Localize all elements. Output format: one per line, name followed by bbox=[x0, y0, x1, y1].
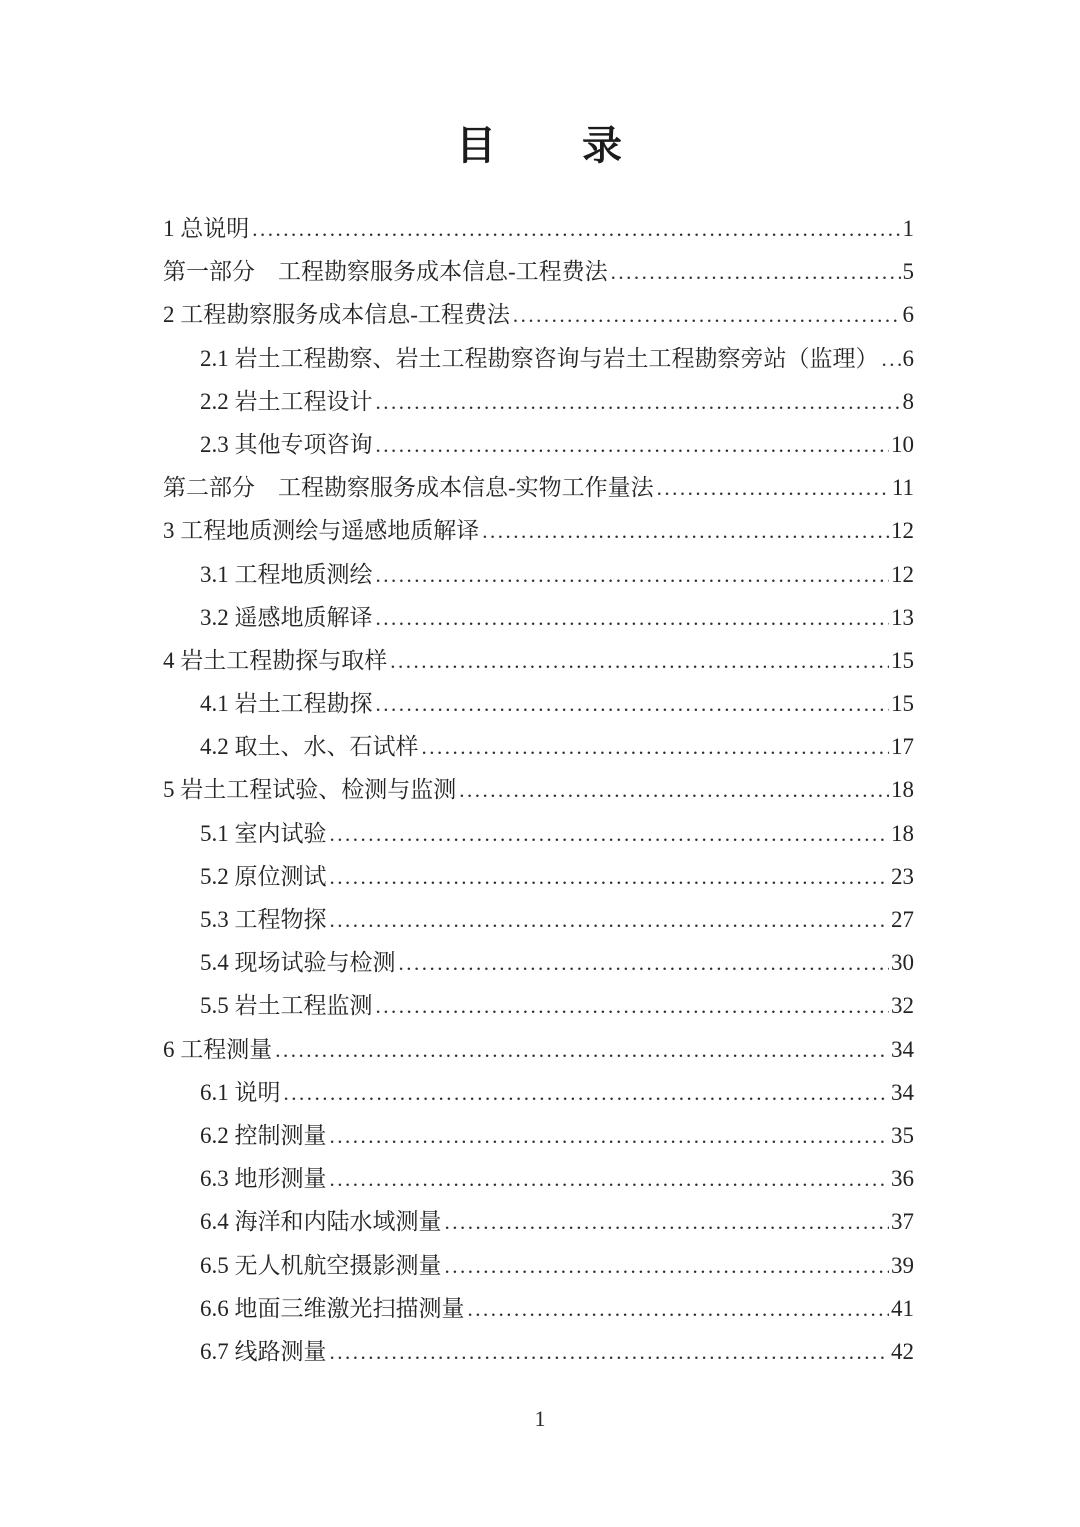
toc-entry-page: 42 bbox=[891, 1338, 914, 1364]
toc-leader-dots bbox=[376, 985, 890, 1028]
toc-leader-dots bbox=[376, 381, 901, 424]
toc-entry-page: 34 bbox=[891, 1079, 914, 1105]
toc-entry-label: 5.5 岩土工程监测 bbox=[200, 993, 373, 1019]
toc-entry-label: 3.2 遥感地质解译 bbox=[200, 604, 373, 630]
toc-entry-label: 2 工程勘察服务成本信息-工程费法 bbox=[163, 302, 510, 328]
toc-entry[interactable] bbox=[163, 941, 914, 984]
toc-leader-dots bbox=[882, 338, 901, 381]
toc-entry-label: 6.6 地面三维激光扫描测量 bbox=[200, 1295, 465, 1321]
footer-page-number: 1 bbox=[534, 1406, 546, 1431]
toc-entry[interactable] bbox=[163, 509, 914, 552]
toc-entry[interactable] bbox=[163, 682, 914, 725]
toc-entry-page: 10 bbox=[891, 431, 914, 457]
toc-entry-label: 5.1 室内试验 bbox=[200, 820, 327, 846]
toc-entry[interactable] bbox=[163, 639, 914, 682]
toc-entry-label: 6.3 地形测量 bbox=[200, 1166, 327, 1192]
toc-entry-label: 1 总说明 bbox=[163, 216, 250, 241]
toc-entry-label: 3.1 工程地质测绘 bbox=[200, 561, 373, 587]
toc-leader-dots bbox=[330, 1115, 890, 1158]
toc-entry-page: 18 bbox=[891, 777, 914, 803]
toc-entry-page: 37 bbox=[891, 1209, 914, 1235]
toc-leader-dots bbox=[468, 1288, 890, 1331]
toc-leader-dots bbox=[390, 640, 889, 683]
toc-entry-label: 4.2 取土、水、石试样 bbox=[200, 734, 419, 760]
toc-entry-label: 6.1 说明 bbox=[200, 1079, 281, 1105]
toc-leader-dots bbox=[376, 683, 890, 726]
toc-entry-page: 36 bbox=[891, 1166, 914, 1192]
toc-entry[interactable] bbox=[163, 855, 914, 898]
toc-entry[interactable] bbox=[163, 380, 914, 423]
toc-entry-page: 27 bbox=[891, 907, 914, 932]
toc-leader-dots bbox=[657, 467, 890, 510]
toc-entry-page: 1 bbox=[902, 216, 914, 241]
toc-entry-label: 5.3 工程物探 bbox=[200, 907, 327, 932]
toc-entry-page: 17 bbox=[891, 734, 914, 760]
toc-leader-dots bbox=[284, 1072, 890, 1115]
toc-entry-page: 12 bbox=[891, 561, 914, 587]
toc-leader-dots bbox=[275, 1029, 889, 1072]
toc-entry-label: 5 岩土工程试验、检测与监测 bbox=[163, 777, 457, 803]
toc-entry-label: 4 岩土工程勘探与取样 bbox=[163, 647, 388, 673]
toc-entry[interactable] bbox=[163, 1071, 914, 1114]
page-title: 目 录 bbox=[456, 123, 624, 168]
toc-entry-label: 6 工程测量 bbox=[163, 1036, 273, 1062]
toc-entry-label: 6.4 海洋和内陆水域测量 bbox=[200, 1209, 442, 1235]
toc-entry-label: 2.3 其他专项咨询 bbox=[200, 431, 373, 457]
toc-entry[interactable] bbox=[163, 725, 914, 768]
toc-entry[interactable] bbox=[163, 423, 914, 466]
toc-entry-label: 2.2 岩土工程设计 bbox=[200, 388, 373, 414]
toc-entry-page: 5 bbox=[902, 259, 914, 285]
toc-entry[interactable] bbox=[163, 553, 914, 596]
toc-leader-dots bbox=[376, 597, 890, 640]
toc-entry-label: 6.7 线路测量 bbox=[200, 1338, 327, 1364]
toc-leader-dots bbox=[482, 510, 889, 553]
toc-leader-dots bbox=[376, 554, 890, 597]
toc-entry-page: 32 bbox=[891, 993, 914, 1019]
toc-entry[interactable] bbox=[163, 984, 914, 1027]
toc-leader-dots bbox=[330, 856, 890, 899]
toc-entry-label: 6.2 控制测量 bbox=[200, 1122, 327, 1148]
toc-entry-page: 15 bbox=[891, 691, 914, 717]
toc-entry-label: 4.1 岩土工程勘探 bbox=[200, 691, 373, 717]
toc-entry[interactable] bbox=[163, 1157, 914, 1200]
toc-entry[interactable] bbox=[163, 768, 914, 811]
toc-entry-label: 第一部分 工程勘察服务成本信息-工程费法 bbox=[163, 259, 608, 285]
toc-list bbox=[163, 207, 914, 1373]
toc-entry-page: 35 bbox=[891, 1122, 914, 1148]
toc-entry[interactable] bbox=[163, 466, 914, 509]
toc-entry-page: 12 bbox=[891, 518, 914, 544]
toc-entry[interactable] bbox=[163, 337, 914, 380]
toc-leader-dots bbox=[422, 726, 890, 769]
toc-entry-page: 23 bbox=[891, 863, 914, 889]
toc-entry-page: 13 bbox=[891, 604, 914, 630]
toc-entry-page: 18 bbox=[891, 820, 914, 846]
toc-leader-dots bbox=[445, 1245, 890, 1288]
toc-entry-label: 5.4 现场试验与检测 bbox=[200, 950, 396, 976]
toc-entry-label: 6.5 无人机航空摄影测量 bbox=[200, 1252, 442, 1278]
toc-entry[interactable] bbox=[163, 1244, 914, 1287]
toc-leader-dots bbox=[376, 424, 890, 467]
toc-entry-page: 6 bbox=[902, 302, 914, 328]
toc-entry-label: 3 工程地质测绘与遥感地质解译 bbox=[163, 518, 480, 544]
toc-entry[interactable] bbox=[163, 1287, 914, 1330]
toc-entry-page: 6 bbox=[902, 345, 914, 371]
toc-leader-dots bbox=[330, 1158, 890, 1201]
toc-entry-label: 2.1 岩土工程勘察、岩土工程勘察咨询与岩土工程勘察旁站（监理） bbox=[200, 345, 879, 371]
toc-entry-page: 11 bbox=[891, 475, 914, 501]
toc-entry[interactable] bbox=[163, 1330, 914, 1373]
toc-entry[interactable] bbox=[163, 1200, 914, 1243]
toc-leader-dots bbox=[330, 899, 890, 942]
toc-leader-dots bbox=[330, 813, 890, 856]
toc-entry[interactable] bbox=[163, 293, 914, 336]
toc-entry[interactable] bbox=[163, 1114, 914, 1157]
toc-entry[interactable] bbox=[163, 812, 914, 855]
toc-entry[interactable] bbox=[163, 250, 914, 293]
toc-entry-page: 41 bbox=[891, 1295, 914, 1321]
toc-leader-dots bbox=[252, 208, 900, 251]
toc-entry-label: 5.2 原位测试 bbox=[200, 863, 327, 889]
toc-entry-label: 第二部分 工程勘察服务成本信息-实物工作量法 bbox=[163, 475, 654, 501]
toc-entry[interactable] bbox=[163, 898, 914, 941]
toc-entry-page: 34 bbox=[891, 1036, 914, 1062]
toc-entry-page: 8 bbox=[902, 388, 914, 414]
toc-leader-dots bbox=[445, 1201, 890, 1244]
toc-leader-dots bbox=[459, 769, 889, 812]
toc-entry[interactable] bbox=[163, 596, 914, 639]
toc-entry[interactable] bbox=[163, 1028, 914, 1071]
toc-entry-page: 30 bbox=[891, 950, 914, 976]
toc-entry[interactable] bbox=[163, 207, 914, 250]
toc-leader-dots bbox=[513, 294, 901, 337]
toc-entry-page: 15 bbox=[891, 647, 914, 673]
toc-leader-dots bbox=[399, 942, 890, 985]
toc-leader-dots bbox=[611, 251, 901, 294]
toc-leader-dots bbox=[330, 1331, 890, 1374]
toc-entry-page: 39 bbox=[891, 1252, 914, 1278]
